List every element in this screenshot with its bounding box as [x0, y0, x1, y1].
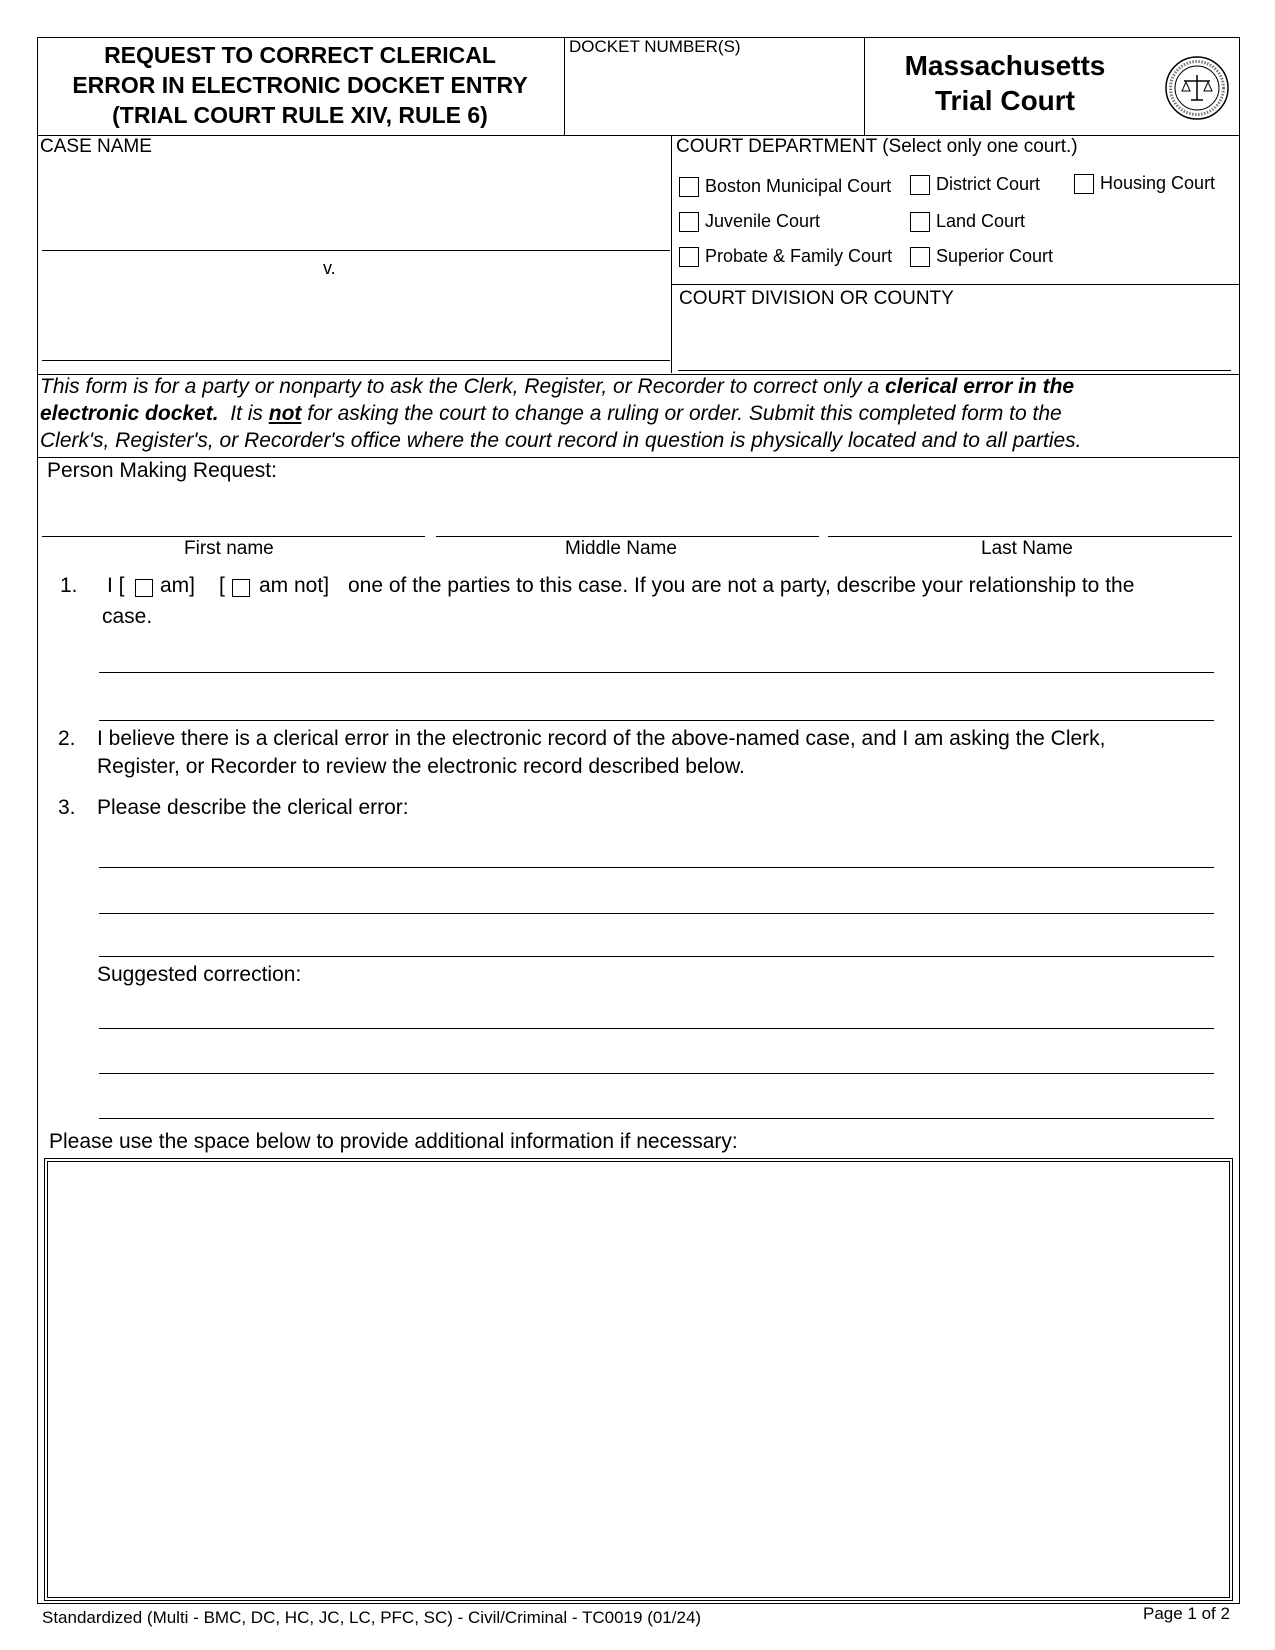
- intro-not: not: [268, 402, 302, 425]
- checkbox-boston-municipal-court[interactable]: [679, 177, 699, 197]
- court-department-label: COURT DEPARTMENT (Select only one court.): [676, 136, 1078, 157]
- checkbox-am-not-party[interactable]: [232, 579, 250, 597]
- case-section-divider: [671, 135, 672, 373]
- org-name: [870, 48, 1140, 118]
- checkbox-land-court[interactable]: [910, 212, 930, 232]
- label-probate-family-court: Probate & Family Court: [705, 246, 893, 266]
- clerical-error-field-2[interactable]: [99, 870, 1211, 912]
- label-juvenile-court: Juvenile Court: [705, 211, 821, 231]
- checkbox-district-court[interactable]: [910, 175, 930, 195]
- title-line-2: ERROR IN ELECTRONIC DOCKET ENTRY: [72, 72, 528, 98]
- item-2-line-1: I believe there is a clerical error in the electronic record of the above-named case, and I am asking the Clerk,: [97, 727, 1106, 750]
- suggested-correction-field-3[interactable]: [99, 1077, 1211, 1115]
- first-name-label: First name: [184, 538, 274, 559]
- label-boston-municipal-court: Boston Municipal Court: [705, 176, 892, 196]
- org-line-1: Massachusetts: [904, 50, 1106, 81]
- last-name-line: [828, 536, 1232, 537]
- item-1-text-rest: one of the parties to this case. If you are not a party, describe your relationship to the: [348, 574, 1135, 597]
- intro-bold-1: clerical error in the: [885, 375, 1075, 398]
- suggested-correction-field-2[interactable]: [99, 1032, 1211, 1070]
- footer-page-number: Page 1 of 2: [1143, 1604, 1230, 1623]
- checkbox-superior-court[interactable]: [910, 247, 930, 267]
- item-3-label: Please describe the clerical error:: [97, 796, 409, 819]
- title-line-3: (TRIAL COURT RULE XIV, RULE 6): [112, 102, 488, 128]
- middle-name-field[interactable]: [436, 490, 816, 534]
- relationship-line-1: [99, 672, 1214, 673]
- intro-text-3: for asking the court to change a ruling or order. Submit this completed form to the: [301, 402, 1062, 425]
- case-name-label: CASE NAME: [40, 136, 152, 157]
- item-3-number: 3.: [58, 796, 76, 819]
- additional-info-box[interactable]: [44, 1158, 1233, 1601]
- court-seal-icon: [1164, 55, 1230, 121]
- clerical-error-line-1: [99, 867, 1214, 868]
- checkbox-probate-family-court[interactable]: [679, 247, 699, 267]
- intro-paragraph: [40, 373, 1238, 454]
- suggested-correction-line-1: [99, 1028, 1214, 1029]
- first-name-line: [42, 536, 425, 537]
- suggested-correction-field-1[interactable]: [99, 990, 1211, 1026]
- item-2-number: 2.: [58, 727, 76, 750]
- first-name-field[interactable]: [42, 490, 422, 534]
- court-division-label: COURT DIVISION OR COUNTY: [679, 288, 954, 309]
- relationship-field-2[interactable]: [99, 676, 1211, 716]
- versus-label: v.: [323, 258, 336, 278]
- intro-bottom-rule: [37, 457, 1240, 458]
- additional-info-label: Please use the space below to provide additional information if necessary:: [49, 1130, 738, 1153]
- checkbox-housing-court[interactable]: [1074, 174, 1094, 194]
- item-1-am-label: am]: [160, 574, 196, 597]
- clerical-error-line-2: [99, 913, 1214, 914]
- intro-text-2: It is: [218, 402, 269, 425]
- case-name-plaintiff-field[interactable]: [42, 160, 667, 248]
- item-1-text-rest-2: case.: [102, 605, 153, 628]
- docket-label: DOCKET NUMBER(S): [569, 37, 741, 56]
- form-title: [40, 40, 560, 130]
- middle-name-label: Middle Name: [565, 538, 677, 559]
- label-superior-court: Superior Court: [936, 246, 1054, 266]
- intro-text-4: Clerk's, Register's, or Recorder's office where the court record in question is physically located and to all parties.: [40, 429, 1082, 452]
- item-1-bracket: [: [219, 574, 225, 597]
- checkbox-juvenile-court[interactable]: [679, 212, 699, 232]
- suggested-correction-line-2: [99, 1073, 1214, 1074]
- person-making-request-label: Person Making Request:: [47, 459, 277, 482]
- last-name-label: Last Name: [981, 538, 1073, 559]
- docket-number-field[interactable]: [566, 60, 862, 134]
- case-name-defendant-field[interactable]: [42, 282, 667, 356]
- relationship-field-1[interactable]: [99, 630, 1211, 670]
- label-district-court: District Court: [936, 174, 1041, 194]
- title-line-1: REQUEST TO CORRECT CLERICAL: [104, 42, 496, 68]
- checkbox-am-party[interactable]: [135, 579, 153, 597]
- suggested-correction-label: Suggested correction:: [97, 963, 302, 986]
- footer-form-id: Standardized (Multi - BMC, DC, HC, JC, LC, PFC, SC) - Civil/Criminal - TC0019 (01/24): [42, 1608, 702, 1627]
- label-housing-court: Housing Court: [1100, 173, 1216, 193]
- clerical-error-field-3[interactable]: [99, 916, 1211, 954]
- division-top-rule: [671, 284, 1240, 285]
- header-divider-2: [864, 37, 865, 135]
- suggested-correction-line-3: [99, 1118, 1214, 1119]
- header-divider-1: [564, 37, 565, 135]
- case-name-line-2: [42, 360, 670, 361]
- intro-text-1: This form is for a party or nonparty to ask the Clerk, Register, or Recorder to correct only a: [40, 375, 885, 398]
- relationship-line-2: [99, 720, 1214, 721]
- item-1-text-pre: I [: [107, 574, 125, 597]
- item-1-am-not-label: am not]: [259, 574, 330, 597]
- item-1-number: 1.: [60, 574, 78, 597]
- clerical-error-line-3: [99, 956, 1214, 957]
- org-line-2: Trial Court: [934, 85, 1075, 116]
- middle-name-line: [436, 536, 819, 537]
- label-land-court: Land Court: [936, 211, 1026, 231]
- court-division-field[interactable]: [678, 312, 1228, 367]
- case-name-line-1: [42, 250, 670, 251]
- last-name-field[interactable]: [828, 490, 1232, 534]
- intro-bold-2: electronic docket.: [40, 402, 219, 425]
- clerical-error-field-1[interactable]: [99, 822, 1211, 864]
- division-line: [678, 370, 1231, 371]
- item-2-line-2: Register, or Recorder to review the electronic record described below.: [97, 755, 745, 778]
